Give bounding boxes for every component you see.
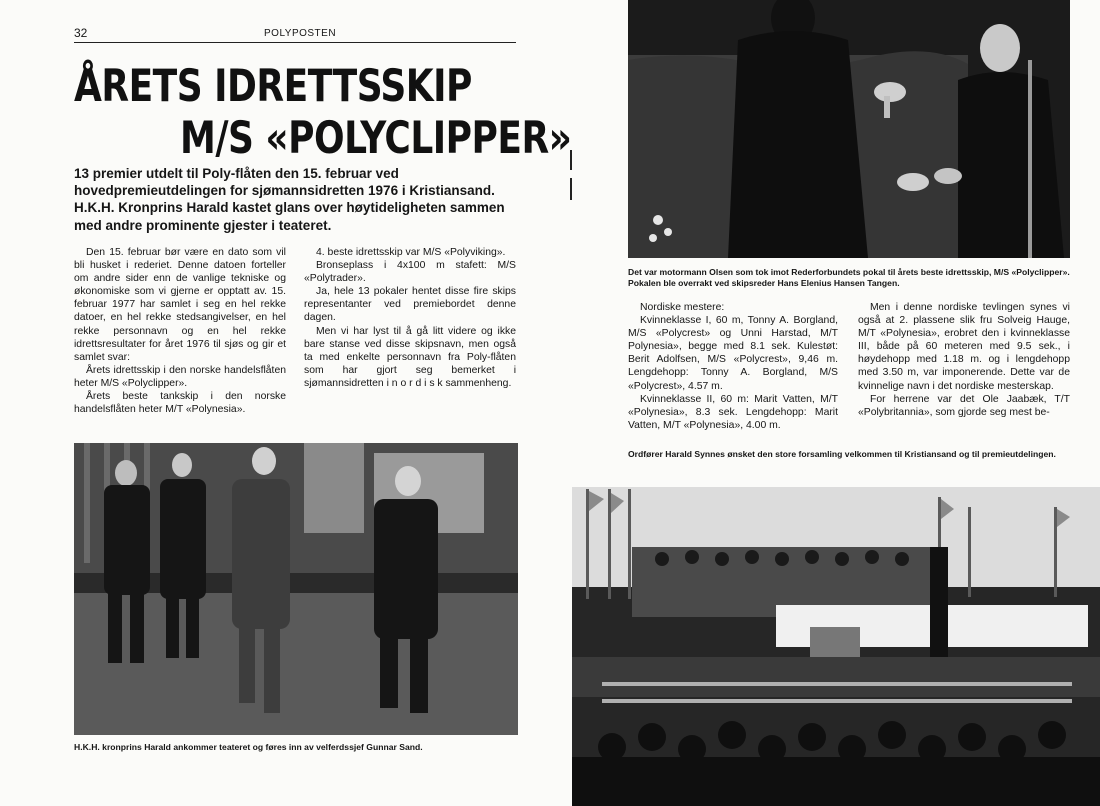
paragraph: Kvinneklasse I, 60 m, Tonny A. Borgland, M/S «Polycrest» og Unni Harstad, M/T Polynesia», begge med 8.1 sek. Kulestøt: Berit Adolfsen, M/S «Polycrest», 9,46 m. Lengdehopp: Tonny A. Borgland, M/S «Polycrest», 4.57 m. bbox=[628, 315, 838, 392]
paragraph: Nordiske mestere: bbox=[640, 302, 725, 313]
paragraph: Men vi har lyst til å gå litt videre og ikke bare stanse ved disse skipsnavn, men også ta med enkelte personnavn fra Poly-flåten som har gjort seg bemerket i sjømannsidretten i n o r d i s k sammenheng. bbox=[304, 325, 516, 389]
paragraph: Men i denne nordiske tevlingen synes vi også at 2. plassene slik fru Solveig Hauge, M/T «Polynesia», erobret den i kvinneklasse III, både på 60 meteren med 9.5 sek., i høydehopp med 1.18 m. og i lengdehopp med 3.50 m, var imponerende. Dette var de kvinnelige navn i det nordiske mesterskap. bbox=[858, 302, 1070, 392]
binding-mark bbox=[568, 150, 574, 200]
paragraph: Årets beste tankskip i den norske handelsflåten heter M/T «Polynesia». bbox=[74, 391, 286, 416]
text-column-1 bbox=[74, 246, 286, 416]
text-column-2 bbox=[304, 246, 516, 390]
photo-crown-prince-arrival bbox=[74, 443, 518, 735]
caption-top-right: Det var motormann Olsen som tok imot Rederforbundets pokal til årets beste idrettsskip, M/S «Polyclipper». Pokalen ble overrakt ved skipsreder Hans Elenius Hansen Tangen. bbox=[628, 267, 1070, 288]
paragraph: Bronseplass i 4x100 m stafett: M/S «Polytrader». bbox=[304, 260, 516, 285]
photo-ceremony-hall bbox=[572, 487, 1100, 806]
paragraph: Kvinneklasse II, 60 m: Marit Vatten, M/T «Polynesia», 8.3 sek. Lengdehopp: Marit Vatten, M/T «Polynesia», 4.00 m. bbox=[628, 393, 838, 431]
photo-trophy-handover bbox=[628, 0, 1070, 258]
header-rule bbox=[74, 42, 516, 43]
paragraph: 4. beste idrettsskip var M/S «Polyviking». bbox=[316, 247, 506, 258]
text-column-4 bbox=[858, 301, 1070, 419]
lead-paragraph: 13 premier utdelt til Poly-flåten den 15. februar ved hovedpremieutdelingen for sjømannsidretten 1976 i Kristiansand. H.K.H. Kronprins Harald kastet glans over høytideligheten sammen med andre prominente gjester i teateret. bbox=[74, 166, 505, 233]
paragraph: Årets idrettsskip i den norske handelsflåten heter M/S «Polyclipper». bbox=[74, 364, 286, 389]
caption-middle-right: Ordfører Harald Synnes ønsket den store forsamling velkommen til Kristiansand og til premieutdelingen. bbox=[628, 449, 1056, 459]
caption-bottom-left: H.K.H. kronprins Harald ankommer teateret og føres inn av velferdssjef Gunnar Sand. bbox=[74, 742, 423, 752]
headline-line-2: M/S «POLYCLIPPER» bbox=[180, 112, 572, 165]
paragraph: Den 15. februar bør være en dato som vil bli husket i rederiet. Denne datoen forteller om andre sider enn de vanlige tekniske og økonomiske som vi gjerne er opptatt av. 15. februar 1977 har samlet i seg en hel rekke datoer, en hel rekke stedsangivelser, en hel rekke personnavn og en hel rekke idrettsresultater for året 1976 til sjøs og gir et samlet svar: bbox=[74, 247, 286, 363]
page-number: 32 bbox=[74, 26, 88, 40]
running-head: POLYPOSTEN bbox=[264, 28, 337, 39]
headline-line-1: ÅRETS IDRETTSSKIP bbox=[74, 60, 472, 113]
text-column-3 bbox=[628, 301, 838, 432]
paragraph: Ja, hele 13 pokaler hentet disse fire skips representanter ved premiebordet denne dagen. bbox=[304, 286, 516, 324]
paragraph: For herrene var det Ole Jaabæk, T/T «Polybritannia», som gjorde seg mest be- bbox=[858, 393, 1070, 418]
